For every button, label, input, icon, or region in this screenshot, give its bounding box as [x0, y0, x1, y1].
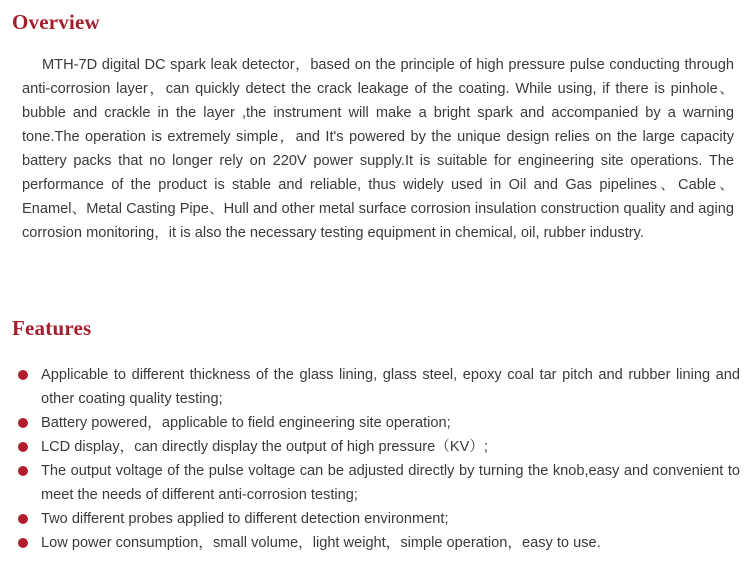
feature-item — [18, 531, 740, 555]
bullet-icon — [18, 538, 28, 548]
bullet-icon — [18, 442, 28, 452]
bullet-icon — [18, 466, 28, 476]
bullet-icon — [18, 418, 28, 428]
features-heading: Features — [12, 316, 92, 340]
feature-item — [18, 507, 740, 531]
bullet-icon — [18, 370, 28, 380]
features-list — [18, 363, 740, 555]
feature-item — [18, 435, 740, 459]
feature-text: The output voltage of the pulse voltage can be adjusted directly by turning the knob,easy and convenient to meet the needs of different anti-corrosion testing; — [41, 463, 740, 503]
feature-item — [18, 363, 740, 411]
overview-heading: Overview — [12, 10, 100, 34]
feature-text: Battery powered，applicable to field engineering site operation; — [41, 415, 451, 431]
feature-text: Low power consumption，small volume，light weight，simple operation，easy to use. — [41, 535, 601, 551]
feature-item — [18, 411, 740, 435]
feature-text: LCD display，can directly display the output of high pressure（KV）; — [41, 439, 488, 455]
feature-item — [18, 459, 740, 507]
overview-paragraph: MTH-7D digital DC spark leak detector，based on the principle of high pressure pulse conducting through anti-corrosion layer，can quickly detect the crack leakage of the coating. While using, if there is pinhole、bubble and crackle in the layer ,the instrument will make a bright spark and accompanied by a warning tone.The operation is extremely simple，and It's powered by the unique design relies on the large capacity battery packs that no longer rely on 220V power supply.It is suitable for engineering site operations. The performance of the product is stable and reliable, thus widely used in Oil and Gas pipelines、Cable、Enamel、Metal Casting Pipe、Hull and other metal surface corrosion insulation construction quality and aging corrosion monitoring，it is also the necessary testing equipment in chemical, oil, rubber industry. — [22, 57, 734, 241]
feature-text: Applicable to different thickness of the glass lining, glass steel, epoxy coal tar pitch and rubber lining and other coating quality testing; — [41, 367, 740, 407]
feature-text: Two different probes applied to different detection environment; — [41, 511, 449, 527]
bullet-icon — [18, 514, 28, 524]
